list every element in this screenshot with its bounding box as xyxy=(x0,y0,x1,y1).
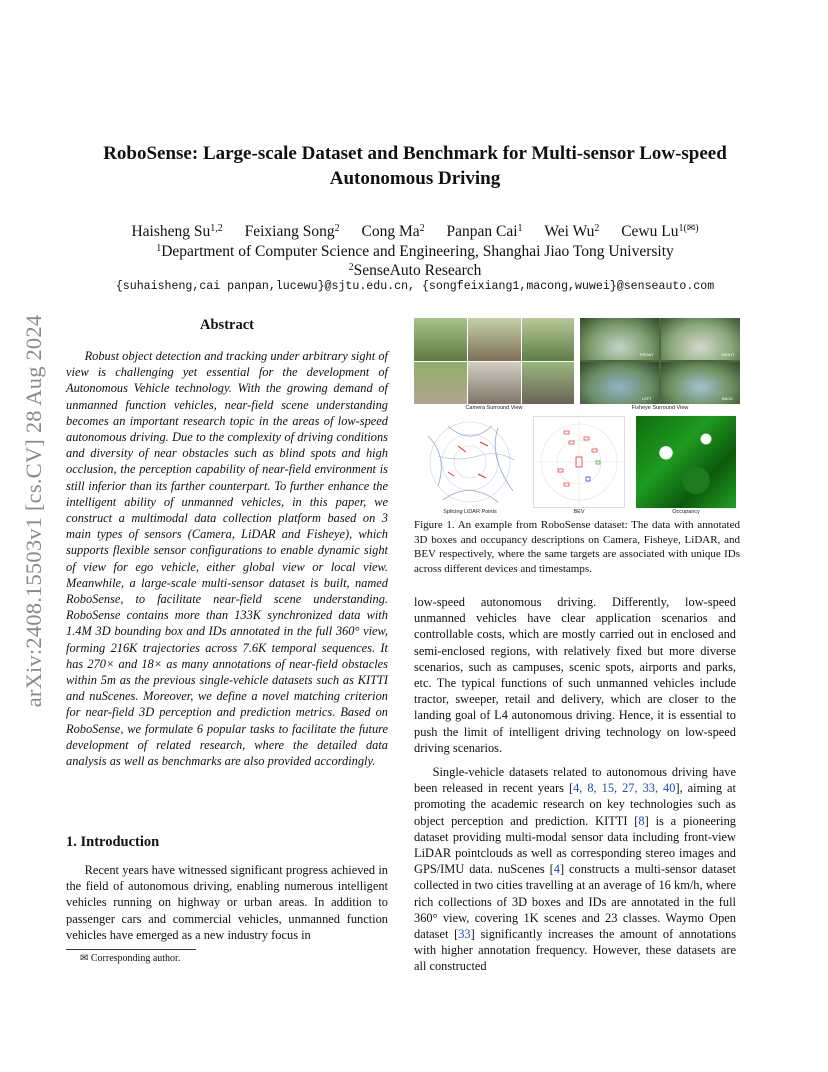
author-emails: {suhaisheng,cai panpan,lucewu}@sjtu.edu.cn, {songfeixiang1,macong,wuwei}@senseauto.com xyxy=(115,280,715,293)
paper-title: RoboSense: Large-scale Dataset and Benchmark for Multi-sensor Low-speed Autonomous Driving xyxy=(103,143,727,189)
author: Cong Ma$^2$ xyxy=(361,223,425,240)
lidar-points-graphic xyxy=(418,416,522,508)
camera-surround-image xyxy=(414,318,574,404)
abstract-text: Robust object detection and tracking under arbitrary sight of view is challenging yet essential for the development of Autonomous Vehicle technology. With the growing demand of unmanned function vehicles, near-field scene understanding becomes an important research topic in the areas of low-speed autonomous driving. Due to the complexity of driving conditions and diversity of near obstacles such as blind spots and high occlusion, the perception capability of near-field environment is still inferior than its farther counterpart. To further enhance the intelligent ability of unmanned vehicles, in this paper, we construct a multimodal data collection platform based on 3 main types of sensors (Camera, LiDAR and Fisheye), which supports flexible sensor configurations to enable dynamic sight of view for ego vehicle, either global view or local view. Meanwhile, a large-scale multi-sensor dataset is built, named RoboSense, to facilitate near-field scene understanding. RoboSense contains more than 133K synchronized data with 1.4M 3D bounding box and IDs annotated in the full 360° view, forming 216K trajectories across 7.6K temporal sequences. It has 270× and 18× as many annotations of near-field obstacles within 5m as the previous single-vehicle datasets such as KITTI and nuScenes. Moreover, we define a novel matching criterion for near-field 3D perception and prediction metrics. Based on RoboSense, we formulate 6 popular tasks to facilitate the future development of related research, where the detailed data analysis as well as benchmarks are also provided accordingly. xyxy=(66,349,388,769)
author: Feixiang Song$^2$ xyxy=(244,223,340,240)
citation-link[interactable]: 4 xyxy=(553,862,560,877)
bev-image xyxy=(533,416,625,508)
section-heading: 1. Introduction xyxy=(66,834,160,850)
affiliation: $^1$Department of Computer Science and Engineering, Shanghai Jiao Tong University xyxy=(156,243,674,260)
figure-label: Camera Surround View xyxy=(465,405,523,411)
citation-link[interactable]: 8 xyxy=(638,813,645,828)
author-list xyxy=(70,219,760,241)
footnote: ✉ Corresponding author. xyxy=(80,953,181,964)
fisheye-tag: LEFT xyxy=(642,396,652,401)
figure-label: BEV xyxy=(573,509,585,515)
paragraph: Single-vehicle datasets related to autonomous driving have been released in recent years [4, 8, 15, 27, 33, 40], aiming at promoting the academic research on key technologies such as object perception and prediction. KITTI [8] is a pioneering dataset providing multi-modal sensor data including front-view LiDAR pointclouds as well as corresponding stereo images and GPS/IMU data. nuScenes [4] constructs a multi-sensor dataset collected in two cities travelling at an average of 16 km/h, where rich collections of 3D boxes and IDs are annotated in the full 360° view, covering 1K scenes and 23 classes. Waymo Open dataset [33] significantly increases the amount of annotations with higher annotation frequency. However, these datasets are all constructed xyxy=(414,765,737,974)
citation-link[interactable]: 4, 8, 15, 27, 33, 40 xyxy=(573,781,676,796)
figure-label: Occupancy xyxy=(672,509,700,515)
fisheye-surround-image xyxy=(580,318,740,404)
footnote-rule xyxy=(66,949,196,950)
figure-label: Fisheye Surround View xyxy=(631,405,689,411)
right-column-text: low-speed autonomous driving. Differently, low-speed unmanned vehicles have clear application scenarios and controllable costs, which are mostly carried out in enclosed and semi-enclosed regions, with relatively fixed but more diverse scenarios, such as campuses, scenic spots, airports and parks, etc. The typical functions of such unmanned vehicles include tractor, sweeper, retail and delivery, which are closer to the landing goal of L4 autonomous driving. Hence, it is essential to push the limit of intelligent driving technology on low-speed driving scenarios. Single-vehicle datasets related to autonomous driving have been released in recent years [4, 8, 15, 27, 33, 40], aiming at promoting the academic research on key technologies such as object perception and prediction. KITTI [8] is a pioneering dataset providing multi-modal sensor data including front-view LiDAR pointclouds as well as corresponding stereo images and GPS/IMU data. nuScenes [4] constructs a multi-sensor dataset collected in two cities travelling at an average of 16 km/h, where rich collections of 3D boxes and IDs are annotated in the full 360° view, covering 1K scenes and 23 classes. Waymo Open dataset [33] significantly increases the amount of annotations with higher annotation frequency. However, these datasets are all constructed xyxy=(414,595,737,974)
fisheye-tag: BACK xyxy=(722,396,733,401)
affiliation: $^2$SenseAuto Research xyxy=(348,262,482,279)
figure-caption: Figure 1. An example from RoboSense dataset: The data with annotated 3D boxes and occupancy descriptions on Camera, Fisheye, LiDAR, and BEV respectively, where the same targets are associated with unique IDs across different devices and timestamps. xyxy=(414,519,740,575)
figure-label: Splicing LiDAR Points xyxy=(443,509,497,515)
intro-text: Recent years have witnessed significant progress achieved in the field of autonomous driving, enabling numerous intelligent vehicles running on highway or urban areas. In addition to passenger cars and commercial vehicles, unmanned function vehicles have emerged as a new industry focus in xyxy=(66,863,388,942)
arxiv-stamp: arXiv:2408.15503v1 [cs.CV] 28 Aug 2024 xyxy=(21,314,46,707)
bev-graphic xyxy=(534,417,624,507)
citation-link[interactable]: 33 xyxy=(458,927,471,942)
figure-1 xyxy=(414,316,740,516)
author: Panpan Cai$^1$ xyxy=(446,223,523,240)
fisheye-tag: RIGHT xyxy=(722,352,735,357)
fisheye-tag: FRONT xyxy=(640,352,654,357)
author: Cewu $Lu^{1(✉)}$ xyxy=(621,223,699,240)
author: Haisheng Su$^{1,2}$ xyxy=(131,223,223,240)
lidar-points-image xyxy=(418,416,522,508)
occupancy-image xyxy=(636,416,736,508)
abstract-heading: Abstract xyxy=(200,317,254,333)
author: Wei Wu$^2$ xyxy=(544,223,600,240)
